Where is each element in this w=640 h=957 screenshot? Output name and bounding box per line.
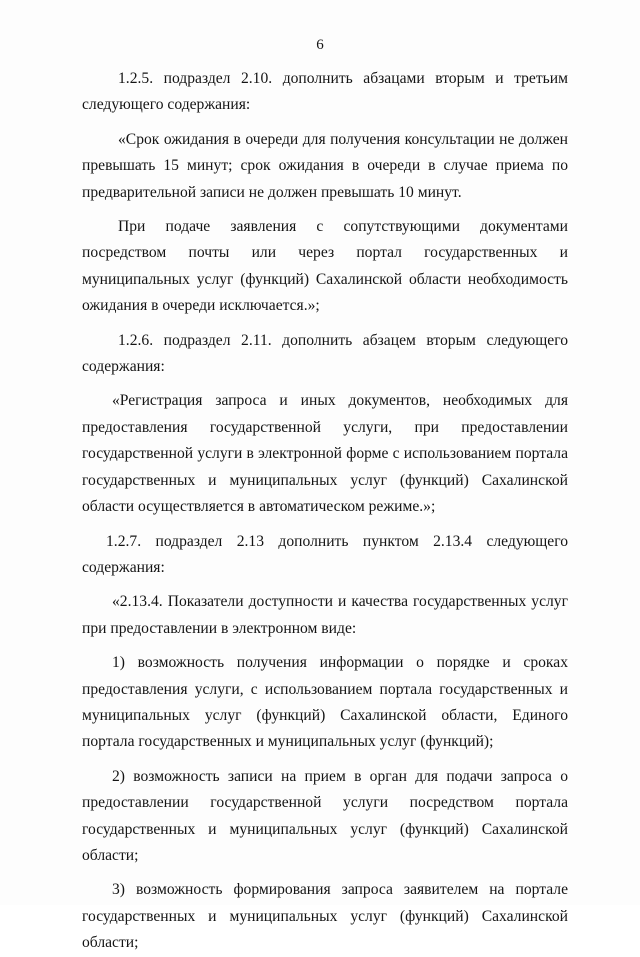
paragraph-quote-waiting-time: «Срок ожидания в очереди для получения консультации не должен превышать 15 минут; срок ожидания в очереди в случае приема по предварительной записи не должен превышать 10 минут. — [82, 130, 568, 201]
paragraph-1-2-7: 1.2.7. подраздел 2.13 дополнить пунктом 2.13.4 следующего содержания: — [82, 532, 568, 576]
page-number: 6 — [316, 37, 324, 53]
paragraph-1-2-5: 1.2.5. подраздел 2.10. дополнить абзацами вторым и третьим следующего содержания: — [82, 70, 568, 114]
paragraph-mail-portal: При подаче заявления с сопутствующими документами посредством почты или через портал государственных и муниципальных услуг (функций) Сахалинской области необходимость ожидания в очереди исключается.»; — [82, 218, 568, 315]
document-body — [82, 66, 568, 957]
list-item-3: 3) возможность формирования запроса заявителем на портале государственных и муниципальных услуг (функций) Сахалинской области; — [82, 881, 568, 952]
paragraph-quote-2-13-4: «2.13.4. Показатели доступности и качества государственных услуг при предоставлении в электронном виде: — [82, 593, 568, 637]
list-item-1: 1) возможность получения информации о порядке и сроках предоставления услуги, с использованием портала государственных и муниципальных услуг (функций) Сахалинской области, Единого портала государственных и муниципальных услуг (функций); — [82, 654, 568, 751]
list-item-2: 2) возможность записи на прием в орган для подачи запроса о предоставлении государственной услуги посредством портала государственных и муниципальных услуг (функций) Сахалинской области; — [82, 767, 568, 864]
paragraph-1-2-6: 1.2.6. подраздел 2.11. дополнить абзацем вторым следующего содержания: — [82, 331, 568, 376]
paragraph-quote-registration: «Регистрация запроса и иных документов, необходимых для предоставления государственной услуги, при предоставлении государственной услуги в электронной форме с использованием портала государственных и муниципальных услуг (функций) Сахалинской области осуществляется в автоматическом режиме.»; — [82, 392, 568, 516]
